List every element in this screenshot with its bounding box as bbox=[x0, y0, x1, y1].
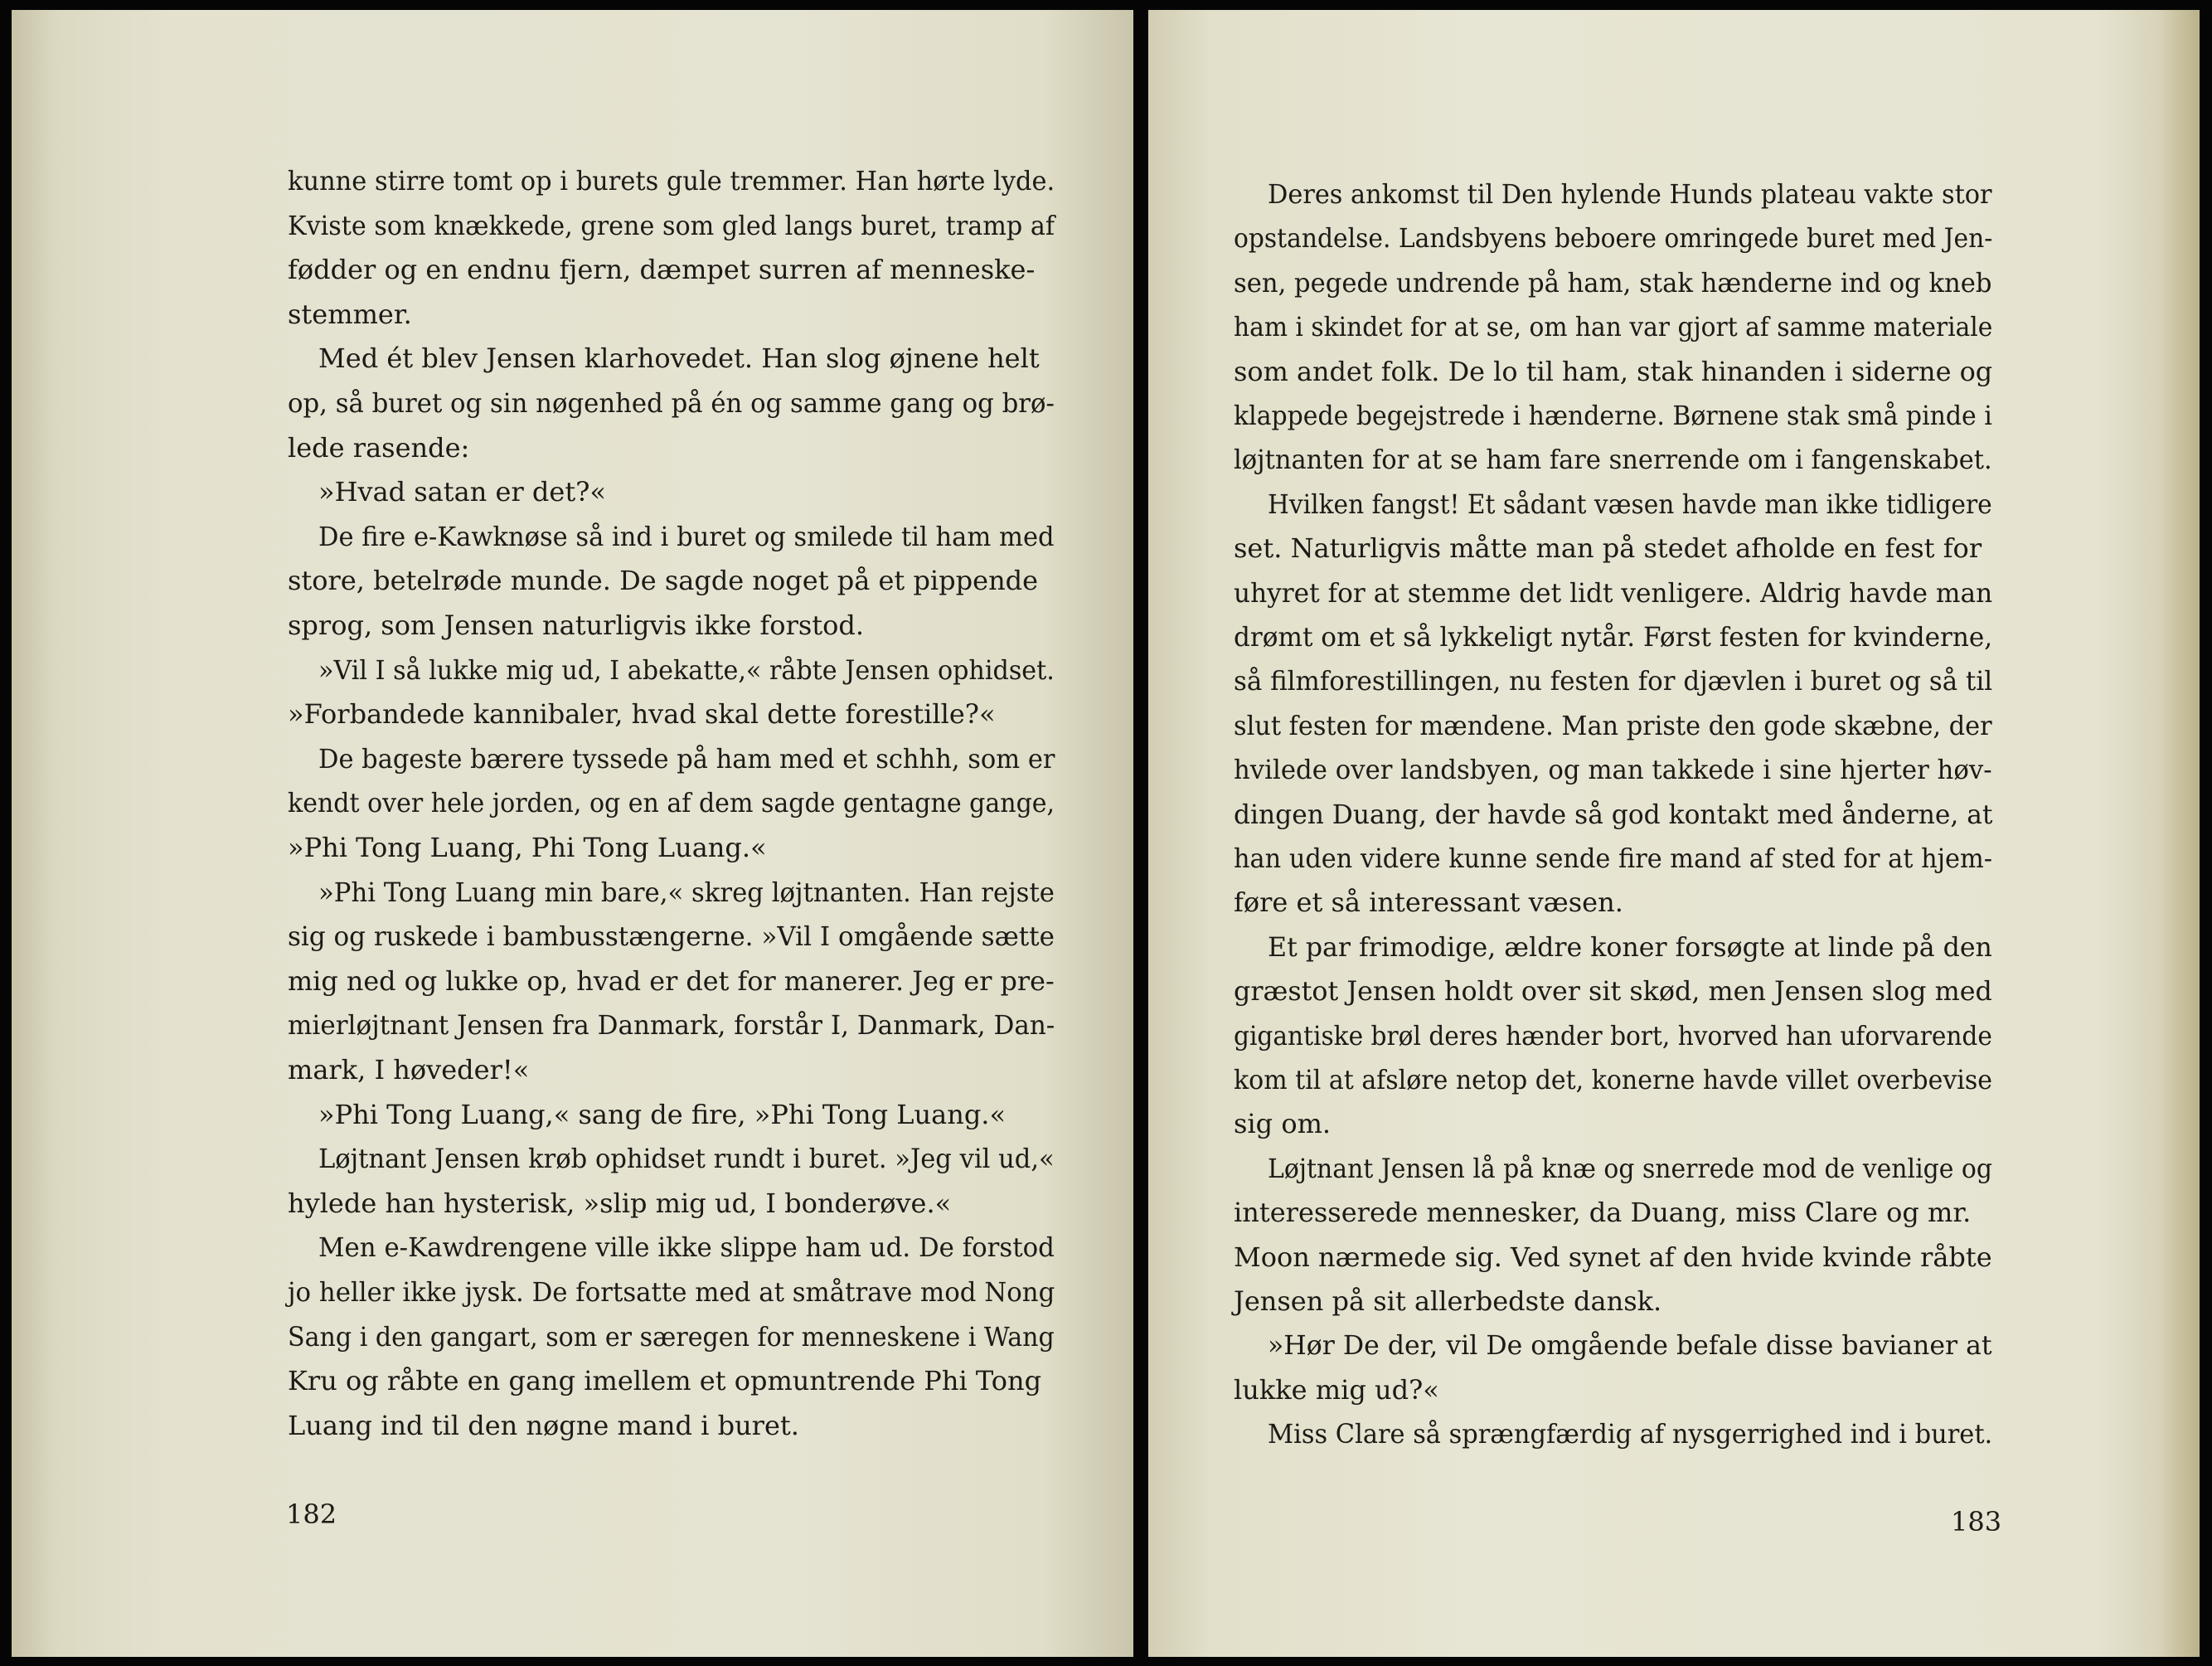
left-page-number: 182 bbox=[286, 1498, 337, 1530]
right-text-line: set. Naturligvis måtte man på stedet afholde en fest for bbox=[1234, 532, 1982, 565]
right-text-line: Et par frimodige, ældre koner forsøgte at linde på den bbox=[1268, 930, 1992, 963]
right-text-line: føre et så interessant væsen. bbox=[1234, 886, 1623, 919]
left-text-line: hylede han hysterisk, »slip mig ud, I bonderøve.« bbox=[288, 1187, 952, 1219]
left-text-line: Luang ind til den nøgne mand i buret. bbox=[288, 1409, 799, 1441]
left-text-line: mierløjtnant Jensen fra Danmark, forstår I, Danmark, Dan- bbox=[288, 1009, 1055, 1042]
left-text-line: fødder og en endnu fjern, dæmpet surren af menneske- bbox=[288, 254, 1036, 286]
left-text-line: mig ned og lukke op, hvad er det for manerer. Jeg er pre- bbox=[288, 964, 1055, 997]
right-page-number: 183 bbox=[1951, 1506, 2002, 1537]
left-text-line: Med ét blev Jensen klarhovedet. Han slog øjnene helt bbox=[318, 342, 1040, 375]
right-text-line: »Hør De der, vil De omgående befale disse bavianer at bbox=[1268, 1329, 1992, 1362]
right-text-line: kom til at afsløre netop det, konerne havde villet overbevise bbox=[1234, 1064, 1992, 1095]
left-text-line: stemmer. bbox=[288, 298, 412, 330]
right-text-line: drømt om et så lykkeligt nytår. Først festen for kvinderne, bbox=[1234, 621, 1993, 653]
left-text-line: »Forbandede kannibaler, hvad skal dette forestille?« bbox=[288, 698, 996, 731]
right-text-line: dingen Duang, der havde så god kontakt med ånderne, at bbox=[1234, 798, 1993, 830]
right-text-line: hvilede over landsbyen, og man takkede i sine hjerter høv- bbox=[1234, 754, 1992, 786]
right-text-line: sig om. bbox=[1234, 1108, 1332, 1140]
left-text-line: Kviste som knækkede, grene som gled langs buret, tramp af bbox=[288, 209, 1055, 241]
left-text-line: sprog, som Jensen naturligvis ikke forstod. bbox=[288, 610, 865, 641]
right-text-line: Moon nærmede sig. Ved synet af den hvide kvinde råbte bbox=[1234, 1241, 1992, 1273]
left-text-line: »Phi Tong Luang, Phi Tong Luang.« bbox=[288, 832, 767, 863]
right-text-line: Løjtnant Jensen lå på knæ og snerrede mod de venlige og bbox=[1268, 1152, 1992, 1184]
right-text-line: opstandelse. Landsbyens beboere omringede buret med Jen- bbox=[1234, 222, 1993, 255]
left-text-line: »Phi Tong Luang,« sang de fire, »Phi Tong Luang.« bbox=[318, 1098, 1007, 1130]
right-text-line: sen, pegede undrende på ham, stak hænderne ind og kneb bbox=[1234, 266, 1992, 299]
right-text-line: interesserede mennesker, da Duang, miss Clare og mr. bbox=[1234, 1197, 1972, 1229]
right-page-text bbox=[1234, 172, 1996, 1483]
left-text-line: »Vil I så lukke mig ud, I abekatte,« råbte Jensen ophidset. bbox=[318, 653, 1055, 686]
right-text-line: gigantiske brøl deres hænder bort, hvorved han uforvarende bbox=[1234, 1019, 1992, 1052]
right-text-line: Hvilken fangst! Et sådant væsen havde man ikke tidligere bbox=[1268, 488, 1992, 520]
right-text-line: slut festen for mændene. Man priste den gode skæbne, der bbox=[1234, 709, 1992, 741]
left-text-line: op, så buret og sin nøgenhed på én og samme gang og brø- bbox=[288, 387, 1055, 419]
right-text-line: lukke mig ud?« bbox=[1234, 1373, 1439, 1406]
left-text-line: lede rasende: bbox=[288, 431, 470, 464]
left-text-line: »Phi Tong Luang min bare,« skreg løjtnanten. Han rejste bbox=[318, 876, 1055, 908]
left-text-line: Sang i den gangart, som er særegen for menneskene i Wang bbox=[288, 1320, 1055, 1353]
right-text-line: græstot Jensen holdt over sit skød, men Jensen slog med bbox=[1234, 975, 1992, 1008]
left-text-line: De bageste bærere tyssede på ham med et schhh, som er bbox=[318, 742, 1055, 775]
left-text-line: sig og ruskede i bambusstængerne. »Vil I omgående sætte bbox=[288, 920, 1055, 953]
right-text-line: Miss Clare så sprængfærdig af nysgerrighed ind i buret. bbox=[1268, 1418, 1993, 1450]
right-text-line: Deres ankomst til Den hylende Hunds plateau vakte stor bbox=[1268, 178, 1992, 210]
left-text-line: Løjtnant Jensen krøb ophidset rundt i buret. »Jeg vil ud,« bbox=[318, 1143, 1055, 1175]
left-text-line: store, betelrøde munde. De sagde noget på et pippende bbox=[288, 565, 1039, 597]
right-text-line: uhyret for at stemme det lidt venligere. Aldrig havde man bbox=[1234, 576, 1993, 609]
left-text-line: Men e-Kawdrengene ville ikke slippe ham ud. De forstod bbox=[318, 1231, 1055, 1264]
right-text-line: han uden videre kunne sende fire mand af sted for at hjem- bbox=[1234, 843, 1993, 874]
left-text-line: kendt over hele jorden, og en af dem sagde gentagne gange, bbox=[288, 787, 1055, 819]
right-text-line: ham i skindet for at se, om han var gjort af samme materiale bbox=[1234, 311, 1993, 343]
left-text-line: De fire e-Kawknøse så ind i buret og smilede til ham med bbox=[318, 520, 1055, 552]
right-page bbox=[1148, 10, 2200, 1657]
right-text-line: løjtnanten for at se ham fare snerrende om i fangenskabet. bbox=[1234, 444, 1992, 476]
left-text-line: »Hvad satan er det?« bbox=[318, 476, 606, 508]
right-text-line: klappede begejstrede i hænderne. Børnene stak små pinde i bbox=[1234, 400, 1992, 431]
left-text-line: kunne stirre tomt op i burets gule tremmer. Han hørte lyde. bbox=[288, 165, 1055, 197]
left-text-line: mark, I høveder!« bbox=[288, 1054, 530, 1086]
left-text-line: Kru og råbte en gang imellem et opmuntrende Phi Tong bbox=[288, 1365, 1042, 1397]
right-text-line: så filmforestillingen, nu festen for djævlen i buret og så til bbox=[1234, 665, 1993, 697]
right-text-line: Jensen på sit allerbedste dansk. bbox=[1234, 1285, 1662, 1317]
right-text-line: som andet folk. De lo til ham, stak hinanden i siderne og bbox=[1234, 355, 1993, 387]
left-page-text bbox=[288, 159, 1059, 1453]
left-page bbox=[12, 10, 1133, 1657]
left-text-line: jo heller ikke jysk. De fortsatte med at småtrave mod Nong bbox=[288, 1276, 1055, 1308]
